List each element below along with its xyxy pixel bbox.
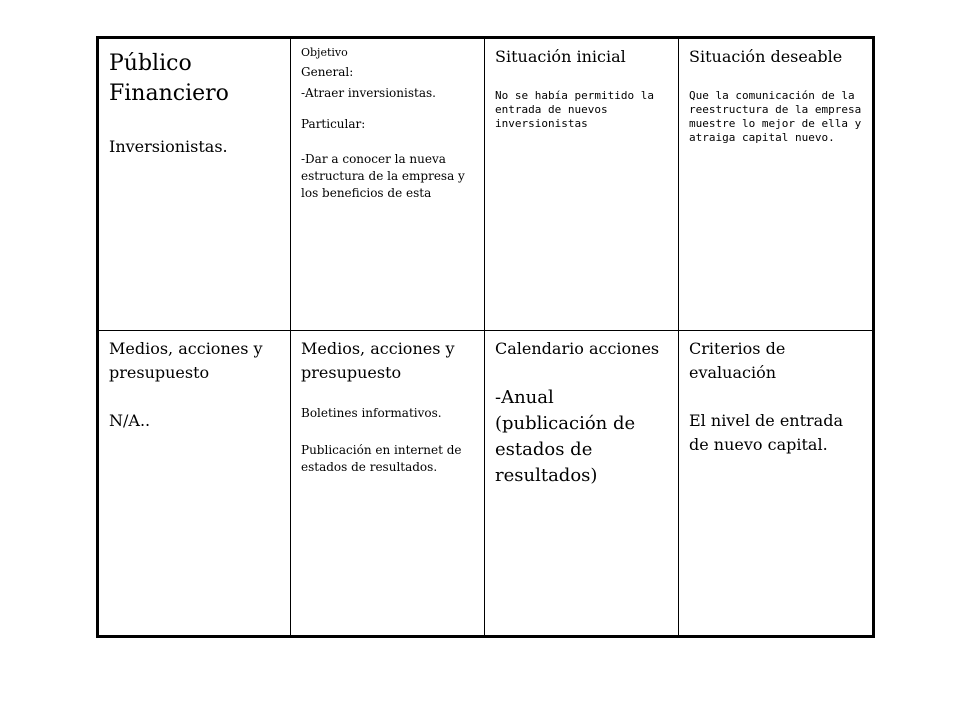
cell-body: Que la comunicación de la reestructura de la empresa muestre lo mejor de ella y atraiga capital nuevo.: [689, 89, 862, 144]
cell-medios-2: [291, 331, 485, 637]
cell-heading: Medios, acciones y presupuesto: [109, 339, 263, 382]
objetivo-label: Objetivo: [301, 46, 348, 59]
cell-item: Boletines informativos.: [301, 406, 442, 420]
cell-body: No se había permitido la entrada de nuevos inversionistas: [495, 89, 654, 130]
cell-objetivo: [291, 38, 485, 331]
cell-title: Público Financiero: [109, 51, 229, 106]
cell-criterios: [679, 331, 874, 637]
cell-situacion-deseable: [679, 38, 874, 331]
audience-text: Inversionistas.: [109, 137, 228, 156]
cell-heading: Criterios de evaluación: [689, 339, 786, 382]
cell-calendario: [485, 331, 679, 637]
table-row: [98, 331, 874, 637]
table-row: [98, 38, 874, 331]
cell-heading: Situación inicial: [495, 47, 626, 66]
general-label: General:: [301, 65, 354, 79]
cell-heading: Situación deseable: [689, 47, 843, 66]
cell-heading: Medios, acciones y presupuesto: [301, 339, 455, 382]
cell-situacion-inicial: [485, 38, 679, 331]
cell-heading: Calendario acciones: [495, 339, 660, 358]
cell-body: N/A..: [109, 411, 151, 430]
cell-item: Publicación en internet de estados de resultados.: [301, 443, 462, 474]
cell-body: El nivel de entrada de nuevo capital.: [689, 411, 843, 454]
particular-item: -Dar a conocer la nueva estructura de la empresa y los beneficios de esta: [301, 152, 465, 200]
communication-plan-table: [96, 36, 875, 638]
cell-body: -Anual (publicación de estados de resultados): [495, 387, 636, 486]
cell-publico: [98, 38, 291, 331]
general-item: -Atraer inversionistas.: [301, 86, 436, 100]
cell-medios-1: [98, 331, 291, 637]
particular-label: Particular:: [301, 117, 366, 131]
